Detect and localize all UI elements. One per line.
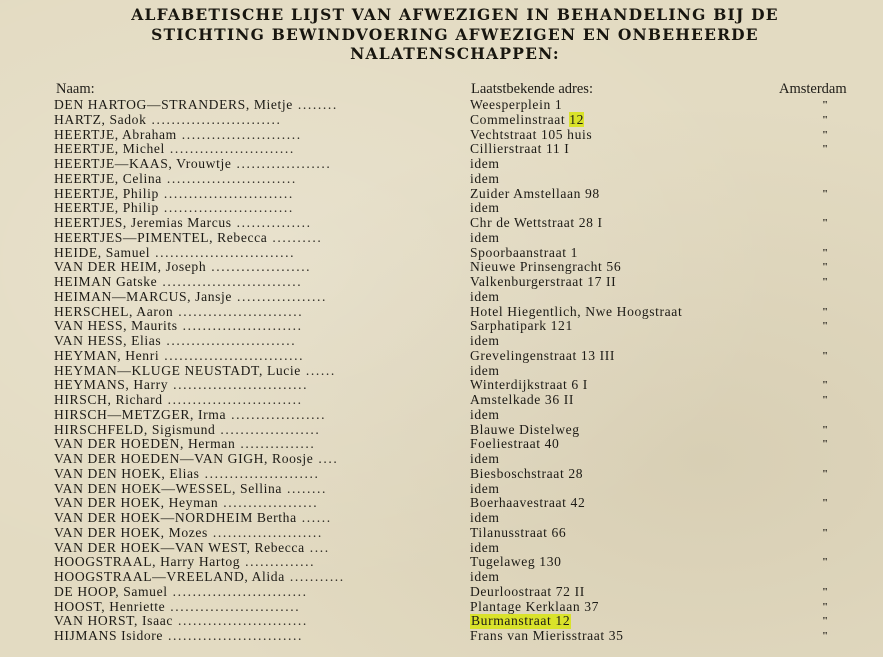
entry-name <box>54 334 468 349</box>
leader-dots: ........................ <box>177 319 303 334</box>
leader-dots: .... <box>313 452 339 466</box>
entry-address: Tugelaweg 130 <box>470 554 562 570</box>
entry-name-text: VAN DER HOEK, Heyman <box>54 496 219 511</box>
entry-name <box>54 290 468 305</box>
list-item <box>54 526 883 541</box>
ditto-mark: " <box>822 585 829 598</box>
leader-dots: .................. <box>232 289 327 304</box>
leader-dots: .................... <box>206 260 312 275</box>
entry-address: idem <box>470 480 500 496</box>
leader-dots: ....................... <box>199 466 320 481</box>
entry-name <box>54 319 468 334</box>
entry-address: Vechtstraat 105 huis <box>470 126 593 142</box>
entry-name-text: HIJMANS Isidore <box>54 629 164 643</box>
list-title-line-2: STICHTING BEWINDVOERING AFWEZIGEN EN ONBEHEERDE <box>151 25 759 44</box>
leader-dots: ........................... <box>167 584 308 599</box>
entry-name-text: HEERTJES—PIMENTEL, Rebecca <box>54 230 268 245</box>
leader-dots: .......... <box>267 230 323 245</box>
ditto-mark: " <box>822 320 829 333</box>
entry-name <box>54 614 468 629</box>
entry-name-text: VAN DER HOEDEN, Herman <box>54 437 236 452</box>
list-item <box>54 305 883 320</box>
list-item <box>54 570 883 585</box>
list-item <box>54 496 883 511</box>
leader-dots: ........... <box>284 570 345 584</box>
entry-address: Biesboschstraat 28 <box>470 465 584 481</box>
entry-name-text: VAN HORST, Isaac <box>54 614 173 629</box>
entry-name-text: HEERTJES, Jeremias Marcus <box>54 216 232 230</box>
ditto-mark: " <box>822 497 829 510</box>
entry-name <box>54 541 468 556</box>
ditto-mark: " <box>822 349 829 362</box>
entry-name <box>54 157 468 172</box>
ditto-mark: " <box>822 187 829 200</box>
entry-name <box>54 393 468 408</box>
list-item <box>54 172 883 187</box>
ditto-mark: " <box>822 99 829 111</box>
list-item <box>54 246 883 261</box>
entry-name <box>54 349 468 364</box>
entry-name <box>54 113 468 128</box>
entry-name <box>54 378 468 393</box>
entry-name-text: VAN DEN HOEK—WESSEL, Sellina <box>54 481 282 496</box>
list-item <box>54 467 883 482</box>
entry-name-text: HEIMAN Gatske <box>54 275 158 289</box>
list-item <box>54 555 883 570</box>
list-item <box>54 393 883 408</box>
leader-dots: ........ <box>292 98 338 112</box>
list-item <box>54 275 883 290</box>
entry-address: idem <box>470 170 500 186</box>
entry-name <box>54 305 468 320</box>
list-item <box>54 98 883 113</box>
ditto-mark: " <box>822 600 829 613</box>
entry-name-text: HOOGSTRAAL—VREELAND, Alida <box>54 570 285 584</box>
entry-name <box>54 260 468 275</box>
leader-dots: .......................... <box>146 112 282 127</box>
entry-address: Grevelingenstraat 13 III <box>470 347 615 363</box>
list-title-line-1: ALFABETISCHE LIJST VAN AFWEZIGEN IN BEHANDELING BIJ DE <box>131 5 779 24</box>
entry-name <box>54 570 468 585</box>
entry-name <box>54 364 468 379</box>
entry-name-text: HEYMAN—KLUGE NEUSTADT, Lucie <box>54 363 301 378</box>
leader-dots: .............. <box>240 555 316 570</box>
leader-dots: .......................... <box>165 599 301 614</box>
entry-name-text: VAN DER HOEK, Mozes <box>54 525 208 540</box>
leader-dots: ........ <box>282 481 327 496</box>
ditto-mark: " <box>822 556 829 569</box>
list-item <box>54 142 883 157</box>
entry-name <box>54 600 468 615</box>
leader-dots: ............................ <box>157 275 303 289</box>
entry-name-text: HEERTJE, Celina <box>54 171 162 186</box>
ditto-mark: " <box>822 423 829 436</box>
entry-address: Commelinstraat 12 <box>470 111 585 127</box>
entry-name <box>54 467 468 482</box>
entry-name <box>54 231 468 246</box>
ditto-mark: " <box>822 615 829 628</box>
leader-dots: ............................ <box>150 245 296 260</box>
leader-dots: .......................... <box>172 614 308 629</box>
list-item <box>54 157 883 172</box>
entry-address: idem <box>470 333 500 348</box>
entry-name-text: HOOST, Henriette <box>54 599 166 614</box>
entry-name <box>54 216 468 231</box>
entry-address: Sarphatipark 121 <box>470 318 573 334</box>
ditto-mark: " <box>822 246 829 259</box>
entry-name-text: HEERTJE, Philip <box>54 201 159 216</box>
highlighted-house-number: 12 <box>569 111 585 127</box>
column-header-name: Naam: <box>56 81 95 97</box>
entry-address: idem <box>470 451 500 466</box>
entry-name-text: VAN HESS, Elias <box>54 334 162 348</box>
entry-address: Tilanusstraat 66 <box>470 524 567 540</box>
list-item <box>54 334 883 349</box>
entry-name-text: DEN HARTOG—STRANDERS, Mietje <box>54 98 293 112</box>
entry-name <box>54 408 468 423</box>
entry-address: idem <box>470 288 500 304</box>
list-item <box>54 349 883 364</box>
entry-name-text: VAN HESS, Maurits <box>54 319 178 334</box>
entry-name-text: HEERTJE, Abraham <box>54 127 177 142</box>
entry-address: idem <box>470 406 500 422</box>
entry-name-text: VAN DER HEIM, Joseph <box>54 260 207 275</box>
entry-address: idem <box>470 569 500 584</box>
leader-dots: ............................ <box>159 348 305 363</box>
ditto-mark: " <box>822 526 829 539</box>
entry-name-text: HEERTJE, Michel <box>54 142 165 157</box>
entry-name-text: HIRSCH—METZGER, Irma <box>54 407 227 422</box>
ditto-mark: " <box>822 128 829 141</box>
leader-dots: ........................ <box>176 127 302 142</box>
entry-address: Winterdijkstraat 6 I <box>470 377 588 393</box>
entry-address: Valkenburgerstraat 17 II <box>470 274 617 289</box>
entry-address: idem <box>470 200 500 216</box>
entry-name-text: HEERTJE—KAAS, Vrouwtje <box>54 157 232 171</box>
leader-dots: ............... <box>235 437 316 452</box>
entry-name <box>54 452 468 467</box>
leader-dots: ........................... <box>162 393 303 407</box>
entry-address: Deurloostraat 72 II <box>470 583 585 599</box>
entry-name <box>54 201 468 216</box>
entry-name-text: HEYMANS, Harry <box>54 378 169 393</box>
leader-dots: ...... <box>300 363 336 378</box>
leader-dots: ................... <box>231 157 332 171</box>
list-item <box>54 423 883 438</box>
list-item <box>54 482 883 497</box>
entry-name-text: HIRSCH, Richard <box>54 393 163 407</box>
leader-dots: ........................... <box>168 378 309 393</box>
entry-name-text: VAN DEN HOEK, Elias <box>54 466 200 481</box>
entry-name <box>54 423 468 438</box>
leader-dots: ...... <box>296 511 332 525</box>
list-item <box>54 452 883 467</box>
leader-dots: ...................... <box>207 525 323 540</box>
ditto-mark: " <box>822 467 829 480</box>
ditto-mark: " <box>822 276 829 288</box>
column-header-address: Laatstbekende adres: <box>471 81 593 97</box>
entry-name <box>54 482 468 497</box>
entry-name-text: HEYMAN, Henri <box>54 348 160 363</box>
entry-address: Plantage Kerklaan 37 <box>470 598 600 614</box>
leader-dots: .......................... <box>161 334 297 348</box>
entry-name <box>54 275 468 290</box>
column-header-city: Amsterdam <box>779 81 847 97</box>
list-item <box>54 187 883 202</box>
leader-dots: ........................... <box>163 629 304 643</box>
entry-name-text: HARTZ, Sadok <box>54 112 147 127</box>
entry-address: idem <box>470 362 500 378</box>
entry-address: Blauwe Distelweg <box>470 421 580 437</box>
list-item <box>54 629 883 644</box>
entry-name <box>54 246 468 261</box>
list-item <box>54 128 883 143</box>
leader-dots: .................... <box>215 422 321 437</box>
entry-name-text: VAN DER HOEK—VAN WEST, Rebecca <box>54 540 305 555</box>
entry-address: Foeliestraat 40 <box>470 436 560 452</box>
entry-address: idem <box>470 156 500 171</box>
entry-name-text: DE HOOP, Samuel <box>54 584 168 599</box>
list-item <box>54 614 883 629</box>
ditto-mark: " <box>822 217 829 229</box>
list-item <box>54 216 883 231</box>
list-item <box>54 378 883 393</box>
entry-address: Weesperplein 1 <box>470 97 563 112</box>
leader-dots: ......................... <box>164 142 295 157</box>
ditto-mark: " <box>822 261 829 274</box>
entry-name-text: VAN DER HOEDEN—VAN GIGH, Roosje <box>54 452 314 466</box>
ditto-mark: " <box>822 379 829 392</box>
ditto-mark: " <box>822 630 829 642</box>
ditto-mark: " <box>822 394 829 406</box>
entry-name <box>54 555 468 570</box>
entry-name <box>54 98 468 113</box>
leader-dots: .......................... <box>161 171 297 186</box>
entry-name <box>54 142 468 157</box>
list-item <box>54 319 883 334</box>
list-item <box>54 113 883 128</box>
leader-dots: .......................... <box>158 186 294 201</box>
list-item <box>54 511 883 526</box>
entry-address: Amstelkade 36 II <box>470 392 574 407</box>
list-item <box>54 600 883 615</box>
entry-address: Spoorbaanstraat 1 <box>470 244 578 260</box>
entry-address: idem <box>470 510 500 525</box>
entry-name-text: HERSCHEL, Aaron <box>54 304 174 319</box>
leader-dots: ................... <box>218 496 319 511</box>
entry-name <box>54 511 468 526</box>
list-item <box>54 437 883 452</box>
entry-name-text: HEIMAN—MARCUS, Jansje <box>54 289 232 304</box>
entry-name <box>54 585 468 600</box>
entry-address: Boerhaavestraat 42 <box>470 495 586 511</box>
entry-address: Nieuwe Prinsengracht 56 <box>470 259 622 275</box>
entry-name-text: HEERTJE, Philip <box>54 186 159 201</box>
list-item <box>54 585 883 600</box>
list-item <box>54 231 883 246</box>
entry-address: Hotel Hiegentlich, Nwe Hoogstraat <box>470 303 683 319</box>
list-item <box>54 541 883 556</box>
entry-address: Frans van Mierisstraat 35 <box>470 628 624 643</box>
entry-address: Burmanstraat 12 <box>471 613 571 629</box>
list-item <box>54 408 883 423</box>
list-item <box>54 364 883 379</box>
entry-name-text: HOOGSTRAAL, Harry Hartog <box>54 555 241 570</box>
entry-address: Chr de Wettstraat 28 I <box>470 215 603 230</box>
entry-name <box>54 629 468 644</box>
ditto-mark: " <box>822 438 829 451</box>
ditto-mark: " <box>822 143 829 156</box>
leader-dots: .......................... <box>158 201 294 216</box>
entry-name-text: VAN DER HOEK—NORDHEIM Bertha <box>54 511 297 525</box>
entry-address: Cillierstraat 11 I <box>470 141 570 157</box>
leader-dots: .... <box>304 540 330 555</box>
entry-name <box>54 526 468 541</box>
entry-name-text: HIRSCHFELD, Sigismund <box>54 422 216 437</box>
entry-address: idem <box>470 539 500 555</box>
leader-dots: ................... <box>226 407 327 422</box>
entry-name <box>54 128 468 143</box>
ditto-mark: " <box>822 113 829 126</box>
leader-dots: ......................... <box>173 304 304 319</box>
absentee-list <box>54 98 883 644</box>
list-item <box>54 260 883 275</box>
leader-dots: ............... <box>231 216 312 230</box>
entry-name <box>54 437 468 452</box>
entry-name-text: HEIDE, Samuel <box>54 245 151 260</box>
entry-address: idem <box>470 229 500 245</box>
list-item <box>54 290 883 305</box>
ditto-mark: " <box>822 305 829 318</box>
entry-name <box>54 496 468 511</box>
entry-address: Zuider Amstellaan 98 <box>470 185 600 201</box>
list-item <box>54 201 883 216</box>
entry-name <box>54 187 468 202</box>
list-title-line-3: NALATENSCHAPPEN: <box>350 44 560 63</box>
entry-name <box>54 172 468 187</box>
